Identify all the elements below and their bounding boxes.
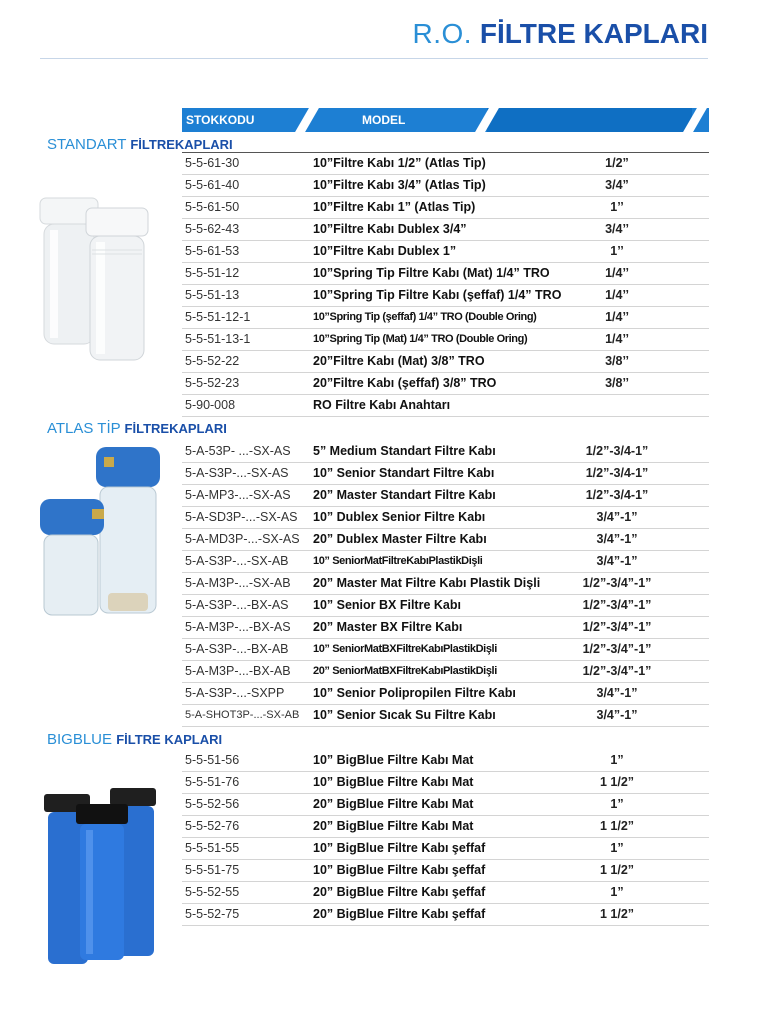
table-row <box>182 196 709 219</box>
row-model: 10”Filtre Kabı Dublex 3/4” <box>313 222 467 236</box>
bigblue-housing-front <box>76 804 128 960</box>
table-row <box>182 306 709 329</box>
bigblue-housing-image <box>38 780 168 970</box>
title-prefix: R.O. <box>412 18 473 49</box>
table-row <box>182 660 709 683</box>
title-main: FİLTRE KAPLARI <box>479 18 708 49</box>
table-row <box>182 218 709 241</box>
row-size: 1/2”-3/4”-1” <box>582 598 652 612</box>
table-row <box>182 240 709 263</box>
row-size: 1/4’’ <box>605 266 629 280</box>
section-title-light: STANDART <box>47 136 127 153</box>
atlas-housing-small <box>40 499 104 615</box>
header-slash <box>295 108 319 132</box>
section-title-bold: FİLTREKAPLARI <box>124 421 227 436</box>
row-size: 1/2”-3/4-1” <box>585 466 649 480</box>
atlas-housing-image <box>38 443 168 618</box>
row-size: 1” <box>610 885 624 899</box>
table-row <box>182 328 709 351</box>
header-stock-code: STOKKODU <box>186 113 255 127</box>
row-code: 5-5-51-76 <box>185 775 240 789</box>
row-model: 10” Senior Standart Filtre Kabı <box>313 466 495 480</box>
row-code: 5-5-61-50 <box>185 200 240 214</box>
row-code: 5-A-M3P-...-BX-AB <box>185 664 291 678</box>
row-model: 10” BigBlue Filtre Kabı şeffaf <box>313 863 486 877</box>
table-row <box>182 350 709 373</box>
row-size: 1/2”-3/4”-1” <box>582 620 652 634</box>
table-row <box>182 616 709 639</box>
row-model: 10”Filtre Kabı Dublex 1” <box>313 244 457 258</box>
table-row <box>182 506 709 529</box>
table-row <box>182 903 709 926</box>
table-row <box>182 440 709 463</box>
table-row <box>182 793 709 816</box>
row-code: 5-5-51-13 <box>185 288 240 302</box>
row-code: 5-5-52-55 <box>185 885 240 899</box>
row-code: 5-5-52-75 <box>185 907 240 921</box>
row-code: 5-90-008 <box>185 398 236 412</box>
row-size: 1 1/2” <box>599 819 635 833</box>
row-size: 3/4”-1” <box>596 532 638 546</box>
table-row <box>182 682 709 705</box>
table-row <box>182 594 709 617</box>
title-divider <box>40 58 708 59</box>
row-code: 5-5-51-75 <box>185 863 240 877</box>
table-row <box>182 528 709 551</box>
row-model: 10”Spring Tip (şeffaf) 1/4” TRO (Double Oring) <box>313 311 537 323</box>
section-title-bigblue <box>47 731 222 748</box>
row-code: 5-5-51-12 <box>185 266 240 280</box>
section-title-bold: FİLTREKAPLARI <box>130 137 233 152</box>
row-code: 5-5-52-76 <box>185 819 240 833</box>
row-size: 1 1/2” <box>599 863 635 877</box>
table-row <box>182 859 709 882</box>
row-code: 5-5-61-30 <box>185 156 240 170</box>
row-model: 10”Spring Tip (Mat) 1/4” TRO (Double Oring) <box>313 333 528 345</box>
row-model: 20” BigBlue Filtre Kabı şeffaf <box>313 907 486 921</box>
row-model: 10” BigBlue Filtre Kabı Mat <box>313 775 474 789</box>
row-code: 5-A-S3P-...-SX-AB <box>185 554 289 568</box>
section-title-light: BIGBLUE <box>47 731 113 748</box>
row-model: 20” BigBlue Filtre Kabı Mat <box>313 819 474 833</box>
table-row <box>182 749 709 772</box>
row-code: 5-A-M3P-...-SX-AB <box>185 576 291 590</box>
white-housing-right <box>86 208 148 360</box>
row-model: 10” Senior Polipropilen Filtre Kabı <box>313 686 516 700</box>
atlas-housing-large <box>96 447 160 613</box>
row-code: 5-A-S3P-...-SXPP <box>185 686 285 700</box>
row-model: 20” Master BX Filtre Kabı <box>313 620 463 634</box>
row-model: 20” BigBlue Filtre Kabı Mat <box>313 797 474 811</box>
row-size: 1 1/2” <box>599 775 635 789</box>
row-size: 3/4” <box>605 178 629 192</box>
row-code: 5-5-61-53 <box>185 244 240 258</box>
row-model: 10” SeniorMatBXFiltreKabıPlastikDişli <box>313 643 497 655</box>
row-model: RO Filtre Kabı Anahtarı <box>313 398 451 412</box>
row-size: 1 1/2” <box>599 907 635 921</box>
row-size: 1’’ <box>610 244 624 258</box>
row-code: 5-5-51-12-1 <box>185 310 251 324</box>
table-row <box>182 550 709 573</box>
row-size: 1’’ <box>610 200 624 214</box>
row-size: 1/2”-3/4-1” <box>585 444 649 458</box>
table-row <box>182 394 709 417</box>
row-model: 20” Master Standart Filtre Kabı <box>313 488 496 502</box>
row-size: 3/8’’ <box>605 354 629 368</box>
table-row <box>182 815 709 838</box>
row-code: 5-5-52-56 <box>185 797 240 811</box>
table-header <box>182 108 709 132</box>
row-code: 5-5-52-22 <box>185 354 240 368</box>
row-model: 10”Filtre Kabı 1” (Atlas Tip) <box>313 200 476 214</box>
header-shade <box>487 108 692 132</box>
row-code: 5-5-51-13-1 <box>185 332 251 346</box>
table-row <box>182 704 709 727</box>
row-model: 10”Spring Tip Filtre Kabı (Mat) 1/4” TRO <box>313 266 550 280</box>
row-model: 20” Master Mat Filtre Kabı Plastik Dişli <box>313 576 541 590</box>
row-model: 10” BigBlue Filtre Kabı Mat <box>313 753 474 767</box>
row-code: 5-5-62-43 <box>185 222 240 236</box>
table-row <box>182 771 709 794</box>
row-code: 5-A-S3P-...-BX-AS <box>185 598 289 612</box>
row-size: 1/2”-3/4-1” <box>585 488 649 502</box>
table-row <box>182 152 709 175</box>
row-size: 1/2” <box>605 156 629 170</box>
page-title <box>413 18 708 50</box>
row-size: 1/2”-3/4”-1” <box>582 576 652 590</box>
table-row <box>182 462 709 485</box>
table-row <box>182 262 709 285</box>
row-size: 3/4”-1” <box>596 686 638 700</box>
table-row <box>182 638 709 661</box>
row-code: 5-5-51-55 <box>185 841 240 855</box>
row-size: 1” <box>610 797 624 811</box>
row-code: 5-A-MP3-...-SX-AS <box>185 488 291 502</box>
row-code: 5-5-52-23 <box>185 376 240 390</box>
table-row <box>182 572 709 595</box>
row-size: 3/4”-1” <box>596 554 638 568</box>
table-row <box>182 372 709 395</box>
row-model: 20” BigBlue Filtre Kabı şeffaf <box>313 885 486 899</box>
row-size: 3/4’’ <box>605 222 629 236</box>
row-code: 5-A-S3P-...-SX-AS <box>185 466 289 480</box>
row-size: 1” <box>610 753 624 767</box>
row-model: 5” Medium Standart Filtre Kabı <box>313 444 496 458</box>
row-size: 1/4’’ <box>605 310 629 324</box>
row-size: 3/4”-1” <box>596 708 638 722</box>
row-size: 1/2”-3/4”-1” <box>582 664 652 678</box>
row-code: 5-A-SHOT3P-...-SX-AB <box>185 709 300 721</box>
row-size: 1/2”-3/4”-1” <box>582 642 652 656</box>
row-code: 5-A-M3P-...-BX-AS <box>185 620 291 634</box>
row-model: 10” Senior BX Filtre Kabı <box>313 598 461 612</box>
row-code: 5-5-51-56 <box>185 753 240 767</box>
row-size: 3/4”-1” <box>596 510 638 524</box>
row-size: 3/8’’ <box>605 376 629 390</box>
row-code: 5-A-SD3P-...-SX-AS <box>185 510 298 524</box>
table-row <box>182 484 709 507</box>
table-row <box>182 881 709 904</box>
standard-housing-image <box>36 190 176 365</box>
row-code: 5-A-S3P-...-BX-AB <box>185 642 289 656</box>
row-size: 1/4’’ <box>605 332 629 346</box>
row-size: 1/4’’ <box>605 288 629 302</box>
row-model: 20” Dublex Master Filtre Kabı <box>313 532 487 546</box>
row-model: 20” SeniorMatBXFiltreKabıPlastikDişli <box>313 665 497 677</box>
row-model: 20”Filtre Kabı (Mat) 3/8” TRO <box>313 354 485 368</box>
table-row <box>182 174 709 197</box>
section-title-standart <box>47 136 233 153</box>
row-model: 10”Spring Tip Filtre Kabı (şeffaf) 1/4” TRO <box>313 288 562 302</box>
row-model: 10”Filtre Kabı 1/2” (Atlas Tip) <box>313 156 486 170</box>
row-model: 10” SeniorMatFiltreKabıPlastikDişli <box>313 555 483 567</box>
row-code: 5-5-61-40 <box>185 178 240 192</box>
section-title-light: ATLAS TİP <box>47 420 121 437</box>
table-row <box>182 837 709 860</box>
row-model: 20”Filtre Kabı (şeffaf) 3/8” TRO <box>313 376 497 390</box>
header-model: MODEL <box>362 113 406 127</box>
row-model: 10”Filtre Kabı 3/4” (Atlas Tip) <box>313 178 486 192</box>
row-size: 1” <box>610 841 624 855</box>
section-title-bold: FİLTRE KAPLARI <box>116 732 223 747</box>
row-model: 10” Senior Sıcak Su Filtre Kabı <box>313 708 496 722</box>
row-code: 5-A-MD3P-...-SX-AS <box>185 532 300 546</box>
row-model: 10” Dublex Senior Filtre Kabı <box>313 510 486 524</box>
row-code: 5-A-53P- ...-SX-AS <box>185 444 291 458</box>
section-title-atlas <box>47 420 227 437</box>
table-row <box>182 284 709 307</box>
row-model: 10” BigBlue Filtre Kabı şeffaf <box>313 841 486 855</box>
